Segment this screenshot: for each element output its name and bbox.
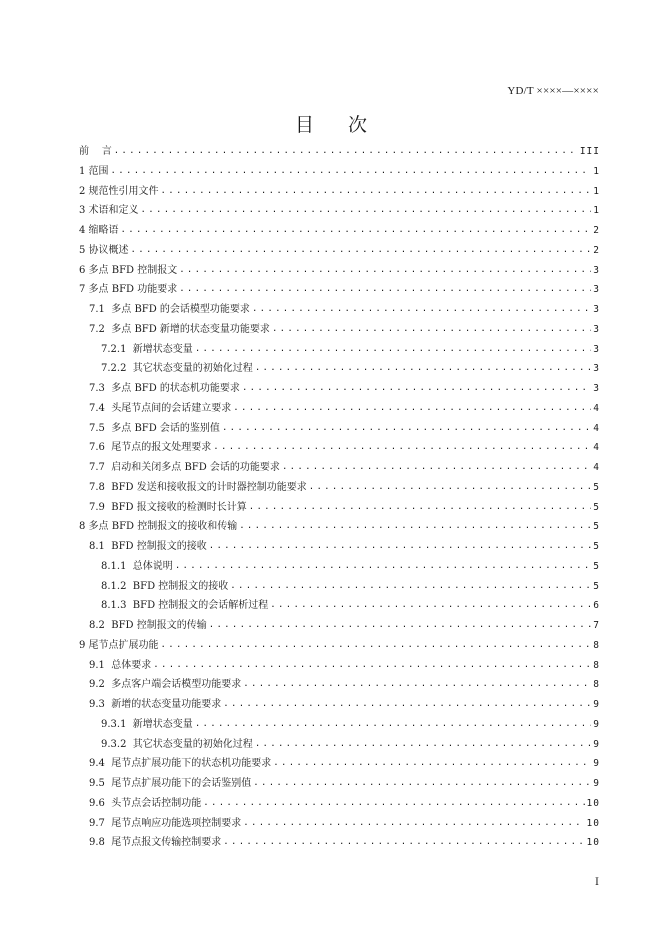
toc-entry-page: 5 — [593, 501, 600, 513]
page-number: I — [595, 877, 599, 888]
toc-leader-dots — [209, 537, 592, 557]
toc-entry-page: 10 — [586, 837, 600, 849]
toc-entry-page: 3 — [593, 304, 600, 315]
toc-entry-page: 1 — [593, 165, 600, 177]
toc-entry[interactable] — [79, 537, 600, 557]
toc-entry-label: 7.6 尾节点的报文处理要求 — [89, 442, 212, 454]
toc-leader-dots — [230, 577, 591, 597]
toc-entry-label: 9.8 尾节点报文传输控制要求 — [89, 837, 222, 849]
toc-entry-label: 7.2.2 其它状态变量的初始化过程 — [101, 363, 253, 375]
toc-leader-dots — [223, 833, 584, 853]
toc-entry-label: 8 多点 BFD 控制报文的接收和传输 — [79, 521, 238, 533]
toc-entry-page: 10 — [586, 817, 600, 829]
toc-entry[interactable] — [79, 774, 600, 794]
toc-leader-dots — [243, 675, 591, 695]
toc-entry[interactable] — [79, 182, 600, 202]
toc-entry-page: 4 — [593, 402, 600, 414]
toc-entry[interactable] — [79, 162, 600, 182]
document-code: YD/T ××××—×××× — [507, 85, 599, 97]
toc-entry-page: 5 — [593, 521, 600, 533]
toc-entry-label: 7.2 多点 BFD 新增的状态变量功能要求 — [89, 323, 270, 335]
toc-entry[interactable] — [79, 300, 600, 320]
toc-entry-page: 5 — [593, 560, 600, 572]
toc-entry-label: 8.1 BFD 控制报文的接收 — [89, 541, 207, 552]
toc-entry-label: 7.7 启动和关闭多点 BFD 会话的功能要求 — [89, 462, 280, 473]
toc-entry-label: 7.9 BFD 报文接收的检测时长计算 — [89, 501, 247, 513]
toc-entry-label: 5 协议概述 — [79, 244, 129, 256]
toc-entry-label: 8.1.1 总体说明 — [101, 560, 173, 572]
toc-leader-dots — [161, 182, 592, 202]
toc-entry[interactable] — [79, 656, 600, 676]
toc-entry-page: III — [579, 146, 600, 157]
toc-entry-label: 7.1 多点 BFD 的会话模型功能要求 — [89, 304, 250, 315]
toc-leader-dots — [270, 596, 591, 616]
toc-leader-dots — [161, 636, 592, 656]
toc-entry[interactable] — [79, 616, 600, 636]
toc-leader-dots — [239, 517, 591, 537]
toc-entry-label: 9.5 尾节点扩展功能下的会话鉴别值 — [89, 778, 252, 789]
toc-entry[interactable] — [79, 577, 600, 597]
toc-leader-dots — [131, 241, 592, 261]
toc-leader-dots — [282, 458, 591, 478]
toc-entry-label: 7.5 多点 BFD 会话的鉴别值 — [89, 422, 220, 434]
toc-entry-page: 3 — [593, 284, 600, 296]
toc-entry-label: 8.2 BFD 控制报文的传输 — [89, 620, 207, 631]
toc-entry-label: 8.1.2 BFD 控制报文的接收 — [101, 580, 229, 592]
toc-entry-page: 9 — [593, 738, 600, 750]
toc-leader-dots — [203, 794, 584, 814]
toc-entry-page: 3 — [593, 323, 600, 335]
toc-entry-label: 9.6 头节点会话控制功能 — [89, 797, 202, 809]
toc-leader-dots — [195, 715, 591, 735]
toc-entry[interactable] — [79, 833, 600, 853]
toc-leader-dots — [121, 221, 592, 241]
toc-entry[interactable] — [79, 636, 600, 656]
toc-entry-page: 5 — [593, 580, 600, 592]
toc-entry-label: 9.3 新增的状态变量功能要求 — [89, 699, 222, 710]
toc-entry-label: 9.3.1 新增状态变量 — [101, 718, 193, 730]
toc-entry-page: 9 — [593, 699, 600, 710]
toc-leader-dots — [223, 695, 591, 715]
toc-entry[interactable] — [79, 221, 600, 241]
toc-entry-page: 8 — [593, 679, 600, 691]
toc-entry-page: 4 — [593, 422, 600, 434]
toc-entry-label: 9.3.2 其它状态变量的初始化过程 — [101, 738, 253, 750]
toc-leader-dots — [243, 814, 584, 834]
toc-entry-label: 前 言 — [79, 146, 112, 157]
toc-leader-dots — [255, 735, 591, 755]
toc-entry[interactable] — [79, 794, 600, 814]
toc-entry[interactable] — [79, 241, 600, 261]
toc-entry[interactable] — [79, 695, 600, 715]
toc-leader-dots — [179, 261, 591, 281]
toc-entry[interactable] — [79, 596, 600, 616]
toc-entry-page: 3 — [593, 264, 600, 276]
toc-entry[interactable] — [79, 340, 600, 360]
toc-leader-dots — [222, 419, 591, 439]
toc-leader-dots — [309, 478, 592, 498]
toc-entry-label: 7.2.1 新增状态变量 — [101, 343, 193, 355]
toc-leader-dots — [209, 616, 592, 636]
toc-entry[interactable] — [79, 320, 600, 340]
toc-entry[interactable] — [79, 280, 600, 300]
toc-entry[interactable] — [79, 399, 600, 419]
toc-entry-page: 7 — [593, 620, 600, 631]
toc-entry-page: 4 — [593, 462, 600, 473]
toc-leader-dots — [141, 201, 592, 221]
toc-leader-dots — [249, 498, 592, 518]
toc-entry-page: 9 — [593, 718, 600, 730]
toc-entry-label: 7.8 BFD 发送和接收报文的计时器控制功能要求 — [89, 481, 307, 493]
toc-entry[interactable] — [79, 379, 600, 399]
toc-entry-page: 3 — [593, 383, 600, 394]
toc-entry-label: 3 术语和定义 — [79, 205, 139, 217]
toc-entry[interactable] — [79, 201, 600, 221]
toc-leader-dots — [255, 359, 591, 379]
toc-entry-page: 9 — [593, 758, 600, 770]
toc-entry[interactable] — [79, 735, 600, 755]
toc-entry-label: 9 尾节点扩展功能 — [79, 639, 159, 651]
toc-entry-label: 1 范围 — [79, 165, 109, 177]
toc-leader-dots — [114, 142, 578, 162]
toc-entry-page: 10 — [586, 797, 600, 809]
toc-leader-dots — [175, 557, 591, 577]
toc-entry-label: 2 规范性引用文件 — [79, 185, 159, 197]
toc-entry-label: 7.4 头尾节点间的会话建立要求 — [89, 402, 232, 414]
toc-entry-label: 8.1.3 BFD 控制报文的会话解析过程 — [101, 600, 269, 612]
toc-entry-page: 3 — [593, 363, 600, 375]
toc-leader-dots — [252, 300, 591, 320]
toc-entry[interactable] — [79, 419, 600, 439]
toc-entry-label: 9.2 多点客户端会话模型功能要求 — [89, 679, 242, 691]
toc-entry[interactable] — [79, 261, 600, 281]
toc-entry-page: 1 — [593, 185, 600, 197]
toc-entry-label: 9.4 尾节点扩展功能下的状态机功能要求 — [89, 758, 272, 770]
toc-entry-page: 8 — [593, 639, 600, 651]
toc-leader-dots — [195, 340, 591, 360]
toc-entry[interactable] — [79, 359, 600, 379]
toc-leader-dots — [213, 438, 591, 458]
toc-entry-label: 9.1 总体要求 — [89, 659, 152, 671]
toc-entry[interactable] — [79, 814, 600, 834]
toc-leader-dots — [273, 754, 591, 774]
toc-title: 目 次 — [294, 114, 382, 136]
toc-entry[interactable] — [79, 478, 600, 498]
table-of-contents — [79, 142, 600, 853]
toc-entry[interactable] — [79, 754, 600, 774]
toc-entry[interactable] — [79, 458, 600, 478]
toc-entry-page: 4 — [593, 442, 600, 454]
toc-entry-page: 2 — [593, 225, 600, 236]
toc-entry-page: 8 — [593, 659, 600, 671]
toc-entry[interactable] — [79, 675, 600, 695]
toc-leader-dots — [272, 320, 591, 340]
toc-leader-dots — [253, 774, 591, 794]
toc-entry-label: 4 缩略语 — [79, 225, 119, 236]
toc-leader-dots — [111, 162, 592, 182]
toc-leader-dots — [153, 656, 591, 676]
toc-entry-page: 5 — [593, 481, 600, 493]
toc-entry-page: 3 — [593, 343, 600, 355]
toc-entry[interactable] — [79, 438, 600, 458]
toc-leader-dots — [179, 280, 591, 300]
toc-entry-page: 6 — [593, 600, 600, 612]
toc-leader-dots — [242, 379, 591, 399]
toc-entry-page: 9 — [593, 778, 600, 789]
toc-entry-label: 6 多点 BFD 控制报文 — [79, 264, 178, 276]
toc-entry-label: 7 多点 BFD 功能要求 — [79, 284, 178, 296]
toc-entry[interactable] — [79, 517, 600, 537]
toc-entry[interactable] — [79, 142, 600, 162]
toc-entry-label: 7.3 多点 BFD 的状态机功能要求 — [89, 383, 240, 394]
toc-entry-page: 5 — [593, 541, 600, 552]
toc-entry-label: 9.7 尾节点响应功能选项控制要求 — [89, 817, 242, 829]
toc-entry-page: 2 — [593, 244, 600, 256]
toc-leader-dots — [233, 399, 591, 419]
toc-entry[interactable] — [79, 557, 600, 577]
toc-entry[interactable] — [79, 715, 600, 735]
toc-entry[interactable] — [79, 498, 600, 518]
toc-entry-page: 1 — [593, 205, 600, 217]
